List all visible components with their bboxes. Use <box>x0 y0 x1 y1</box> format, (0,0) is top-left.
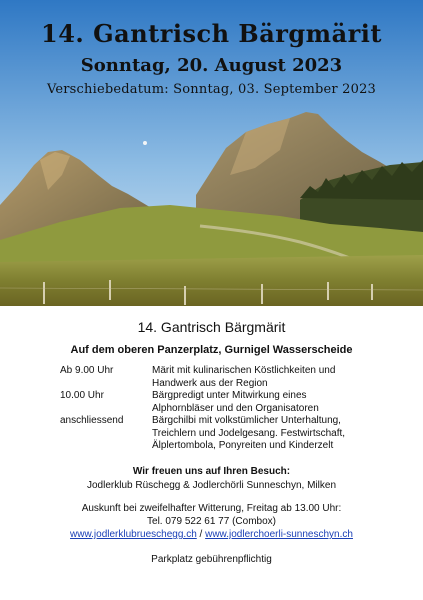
event-details <box>0 318 423 566</box>
schedule <box>0 365 423 457</box>
schedule-time: 10.00 Uhr <box>60 390 104 401</box>
schedule-desc-line: Handwerk aus der Region <box>152 377 268 389</box>
weather-info: Auskunft bei zweifelhafter Witterung, Freitag ab 13.00 Uhr: <box>81 503 342 514</box>
schedule-desc-line: Bärgpredigt unter Mitwirkung eines <box>152 390 307 401</box>
header-titles <box>0 18 423 99</box>
event-date: Sonntag, 20. August 2023 <box>80 55 343 76</box>
schedule-desc-line: Treichlern und Jodelgesang. Festwirtschaft, <box>152 427 346 439</box>
hosts-text: Jodlerklub Rüschegg & Jodlerchörli Sunneschyn, Milken <box>86 480 337 491</box>
schedule-desc-line: Bärgchilbi mit volkstümlicher Unterhaltung, <box>152 415 341 426</box>
parking-note: Parkplatz gebührenpflichtig <box>151 554 272 565</box>
schedule-description <box>152 365 392 390</box>
location: Auf dem oberen Panzerplatz, Gurnigel Wasserscheide <box>70 344 353 356</box>
body-title: 14. Gantrisch Bärgmärit <box>137 319 286 335</box>
website-links <box>0 528 423 541</box>
event-title: 14. Gantrisch Bärgmärit <box>41 19 382 48</box>
postponement-date: Verschiebedatum: Sonntag, 03. September 2023 <box>46 82 377 97</box>
schedule-description <box>152 390 392 415</box>
link-jodlerklub[interactable]: www.jodlerklubrueschegg.ch <box>70 529 197 540</box>
schedule-description <box>152 415 392 453</box>
schedule-desc-line: Märit mit kulinarischen Köstlichkeiten und <box>152 365 336 376</box>
welcome-text: Wir freuen uns auf Ihren Besuch: <box>132 466 291 477</box>
phone-number: Tel. 079 522 61 77 (Combox) <box>147 516 276 527</box>
schedule-time: Ab 9.00 Uhr <box>60 365 114 376</box>
schedule-desc-line: Älplertombola, Ponyreiten und Kinderzelt <box>152 440 334 451</box>
link-separator: / <box>199 529 203 540</box>
link-jodlerchoerli[interactable]: www.jodlerchoerli-sunneschyn.ch <box>205 529 353 540</box>
schedule-time: anschliessend <box>60 415 124 426</box>
schedule-desc-line: Alphornbläser und den Organisatoren <box>152 402 319 414</box>
